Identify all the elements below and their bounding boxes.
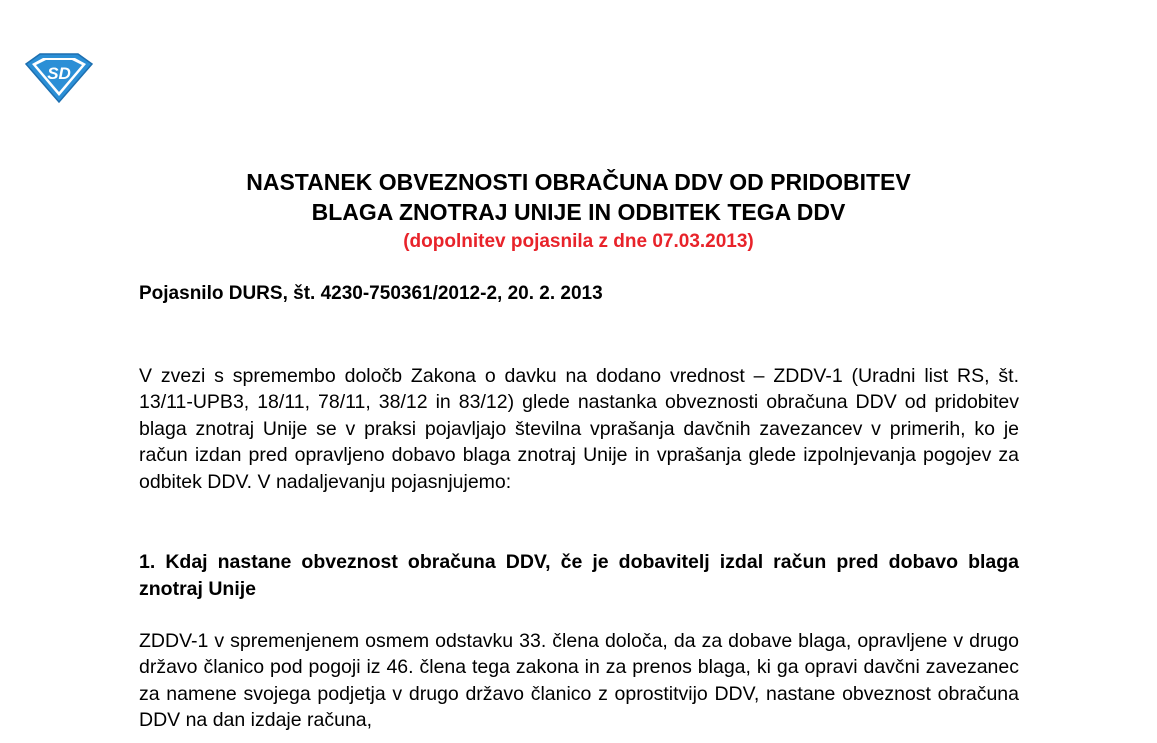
logo-text: SD <box>47 64 71 83</box>
document-subtitle: (dopolnitev pojasnila z dne 07.03.2013) <box>403 231 754 252</box>
document-title-line-2: BLAGA ZNOTRAJ UNIJE IN ODBITEK TEGA DDV <box>311 199 846 225</box>
document-title-line-1: NASTANEK OBVEZNOSTI OBRAČUNA DDV OD PRIDOBITEV <box>246 169 911 195</box>
sd-shield-logo-icon <box>22 50 96 104</box>
section-1-paragraph: ZDDV-1 v spremenjenem osmem odstavku 33. člena določa, da za dobave blaga, opravljene v drugo državo članico pod pogoji iz 46. člena tega zakona in za prenos blaga, ki ga opravi davčni zavezanec za namene svojega podjetja v drugo državo članico z oprostitvijo DDV, nastane obveznost obračuna DDV na dan izdaje računa, <box>139 630 1019 732</box>
section-1-heading: 1. Kdaj nastane obveznost obračuna DDV, če je dobavitelj izdal račun pred dobavo blaga znotraj Unije <box>139 551 1019 600</box>
intro-paragraph: V zvezi s spremembo določb Zakona o davku na dodano vrednost – ZDDV-1 (Uradni list RS, št. 13/11-UPB3, 18/11, 78/11, 38/12 in 83/12) glede nastanka obveznosti obračuna DDV od pridobitev blaga znotraj Unije se v praksi pojavljajo številna vprašanja davčnih zavezancev v primerih, ko je račun izdan pred opravljeno dobavo blaga znotraj Unije in vprašanja glede izpolnjevanja pogojev za odbitek DDV. V nadaljevanju pojasnjujemo: <box>139 365 1019 493</box>
document-reference: Pojasnilo DURS, št. 4230-750361/2012-2, 20. 2. 2013 <box>139 283 603 304</box>
